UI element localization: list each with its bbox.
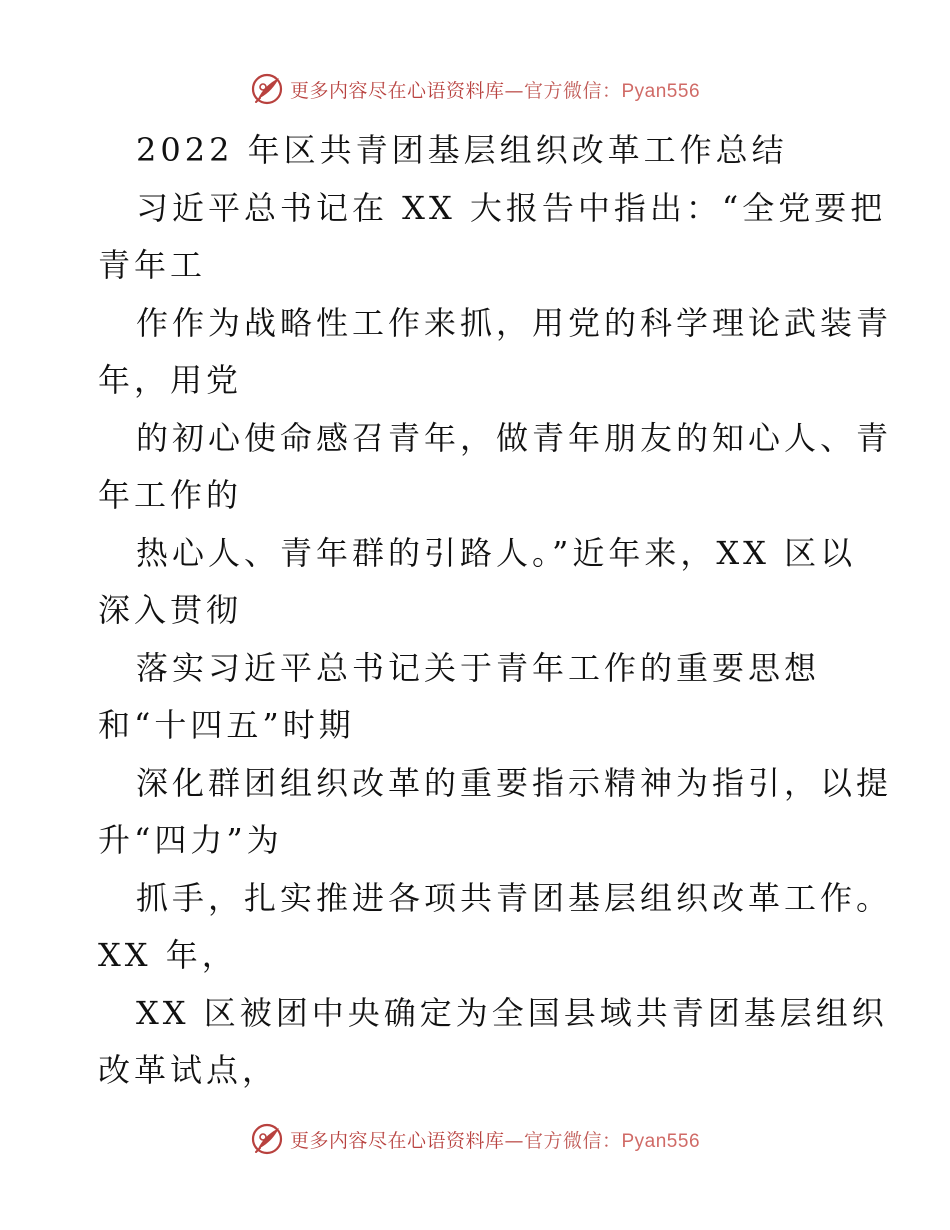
document-line: XX 区被团中央确定为全国县域共青团基层组织 [136,993,888,1032]
banner-account: Pyan556 [621,80,701,102]
banner-text [290,1126,700,1153]
document-line: 的初心使命感召青年，做青年朋友的知心人、青 [136,418,893,457]
quill-pen-logo-icon [250,72,284,106]
document-line: 落实习近平总书记关于青年工作的重要思想 [136,648,821,687]
banner-slogan: 更多内容尽在心语资料库 [289,79,505,102]
document-line: 年，用党 [98,361,243,399]
banner-wechat-label: 官方微信： [523,1129,622,1152]
document-line: 深入贯彻 [98,591,243,629]
document-line: 抓手，扎实推进各项共青团基层组织改革工作。 [136,878,893,917]
document-line: 热心人、青年群的引路人。”近年来，XX 区以 [136,533,857,572]
banner-account: Pyan556 [621,1130,701,1152]
document-line: 青年工 [98,246,207,284]
banner-dash: — [504,1129,524,1152]
banner-wechat-label: 官方微信： [523,79,622,102]
document-line: XX 年， [98,936,238,974]
document-line: 深化群团组织改革的重要指示精神为指引，以提 [136,763,893,802]
banner-text [290,76,700,103]
document-line: 改革试点， [98,1051,279,1089]
document-line: 年工作的 [98,476,243,514]
banner-dash: — [504,79,524,102]
footer-watermark-banner [0,1122,950,1156]
document-line: 作作为战略性工作来抓，用党的科学理论武装青 [136,303,893,342]
document-line: 升“四力”为 [98,821,283,859]
header-watermark-banner [0,72,950,106]
document-line: 和“十四五”时期 [98,706,355,744]
document-line: 习近平总书记在 XX 大报告中指出：“全党要把 [136,188,887,227]
document-line: 2022 年区共青团基层组织改革工作总结 [136,131,788,169]
banner-slogan: 更多内容尽在心语资料库 [289,1129,505,1152]
document-body [98,122,893,1100]
quill-pen-logo-icon [250,1122,284,1156]
